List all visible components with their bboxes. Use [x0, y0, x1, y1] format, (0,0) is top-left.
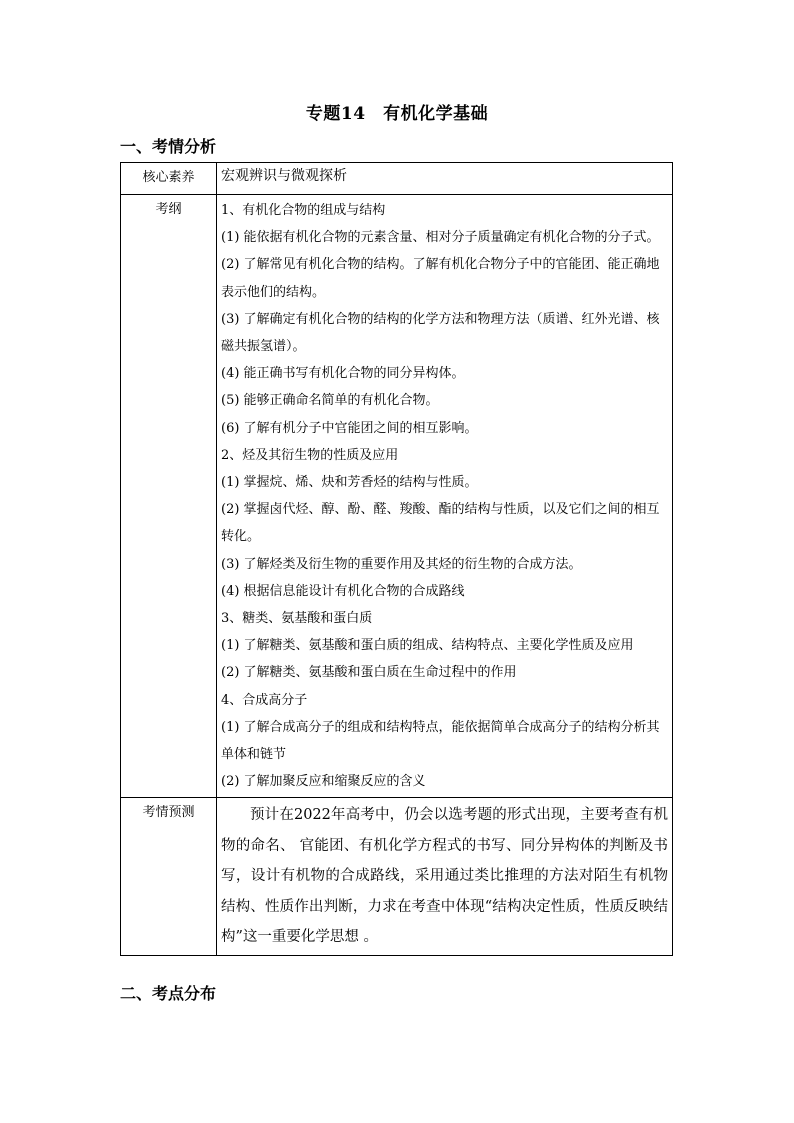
core-literacy-value: 宏观辨识与微观探析	[221, 168, 347, 184]
outline-line: (1) 了解合成高分子的组成和结构特点，能依据简单合成高分子的结构分析其单体和链节	[221, 719, 660, 763]
outline-cell	[217, 195, 673, 798]
forecast-text: 预计在2022年高考中，仍会以选考题的形式出现，主要考查有机物的命名、 官能团、有机化学方程式的书写、同分异构体的判断及书写，设计有机物的合成路线，采用通过类比推理的方法对陌生有机物结构、性质作出判断，力求在考查中体现“结构决定性质，性质反映结构”这一重要化学思想 。	[221, 807, 668, 946]
outline-line: (6) 了解有机分子中官能团之间的相互影响。	[221, 420, 478, 436]
outline-line: (1) 能依据有机化合物的元素含量、相对分子质量确定有机化合物的分子式。	[221, 230, 660, 246]
outline-line: (4) 根据信息能设计有机化合物的合成路线	[221, 583, 465, 599]
outline-line: (3) 了解烃类及衍生物的重要作用及其烃的衍生物的合成方法。	[221, 556, 582, 572]
outline-line: 2、烃及其衍生物的性质及应用	[221, 447, 399, 463]
table-row-forecast	[121, 798, 673, 956]
outline-label: 考纲	[121, 195, 217, 798]
outline-line: (3) 了解确定有机化合物的结构的化学方法和物理方法（质谱、红外光谱、核磁共振氢谱）。	[221, 311, 660, 355]
table-row-core-literacy	[121, 163, 673, 195]
outline-line: (2) 了解糖类、氨基酸和蛋白质在生命过程中的作用	[221, 665, 517, 681]
outline-line: (1) 了解糖类、氨基酸和蛋白质的组成、结构特点、主要化学性质及应用	[221, 638, 634, 654]
section-heading-analysis: 一、考情分析	[120, 137, 217, 156]
outline-line: 1、有机化合物的组成与结构	[221, 203, 386, 218]
outline-line: 3、糖类、氨基酸和蛋白质	[221, 611, 373, 627]
core-literacy-cell	[217, 163, 673, 195]
forecast-cell	[217, 798, 673, 956]
section-heading-distribution: 二、考点分布	[120, 984, 217, 1003]
exam-analysis-table	[120, 162, 673, 956]
table-row-outline	[121, 195, 673, 798]
outline-line: (2) 了解加聚反应和缩聚反应的含义	[221, 774, 426, 790]
outline-line: (5) 能够正确命名简单的有机化合物。	[221, 393, 439, 409]
outline-line: (4) 能正确书写有机化合物的同分异构体。	[221, 366, 465, 382]
forecast-label: 考情预测	[121, 798, 217, 956]
outline-line: (1) 掌握烷、烯、炔和芳香烃的结构与性质。	[221, 475, 478, 491]
outline-line: 4、合成高分子	[221, 692, 308, 708]
outline-line: (2) 掌握卤代烃、醇、酚、醛、羧酸、酯的结构与性质，以及它们之间的相互转化。	[221, 502, 660, 545]
page-title: 专题14 有机化学基础	[305, 104, 489, 124]
core-literacy-label: 核心素养	[121, 163, 217, 195]
outline-line: (2) 了解常见有机化合物的结构。了解有机化合物分子中的官能团、能正确地表示他们的结构。	[221, 257, 660, 300]
